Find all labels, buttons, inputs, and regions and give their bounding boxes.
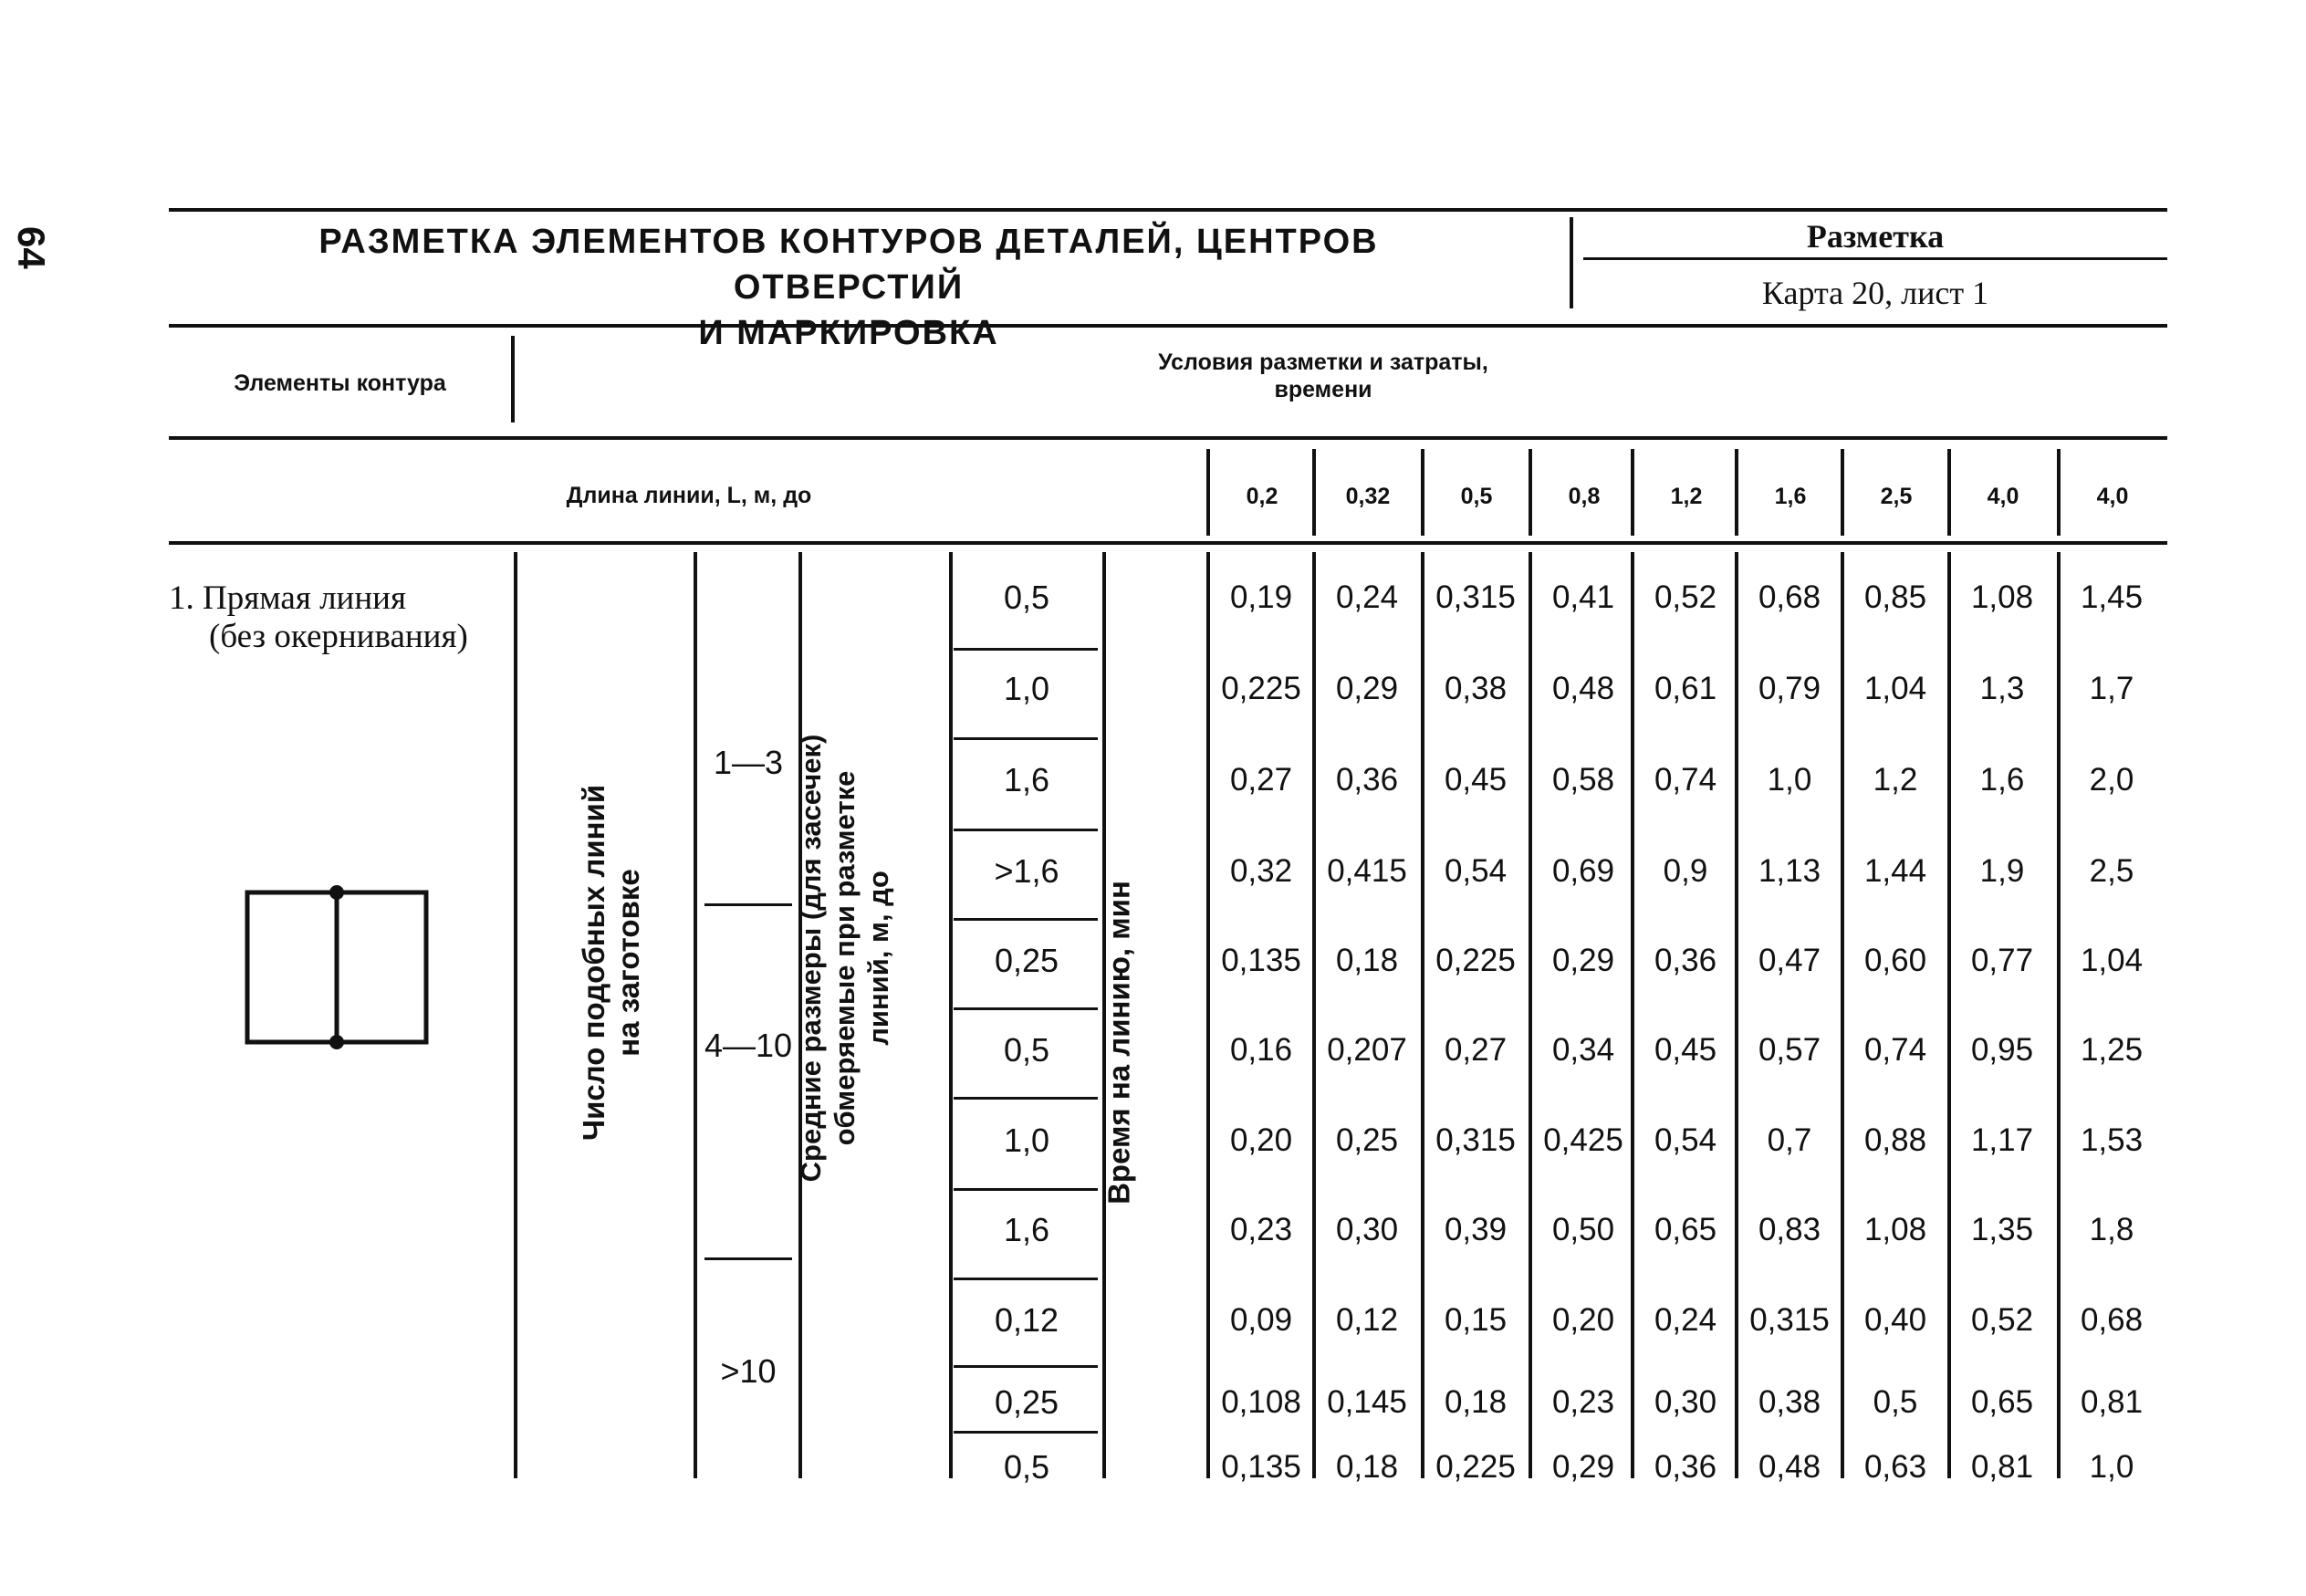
time-value-cell: 0,135 (1221, 1449, 1301, 1485)
time-value-cell: 0,65 (1654, 1212, 1717, 1247)
time-value-cell: 0,108 (1221, 1384, 1301, 1420)
size-cell: 1,0 (1003, 1121, 1050, 1159)
size-cell: 1,6 (1003, 761, 1050, 798)
size-label-line-2: обмеряемые при разметке (829, 770, 861, 1146)
time-value-cell: 0,79 (1758, 671, 1821, 706)
length-column-divider (1421, 449, 1424, 536)
time-value-cell: 0,415 (1327, 853, 1407, 889)
time-value-cell: 1,9 (1979, 853, 2025, 889)
count-label (577, 707, 650, 1218)
time-value-cell: 1,04 (2080, 943, 2144, 978)
time-value-cell: 0,54 (1654, 1122, 1717, 1158)
page-number: 64 (10, 226, 53, 269)
body-divider-2 (694, 552, 697, 1478)
time-value-cell: 0,29 (1551, 1449, 1615, 1485)
time-value-cell: 1,08 (1970, 579, 2034, 615)
conditions-header-line-2: времени (1274, 377, 1372, 402)
time-value-cell: 0,48 (1758, 1449, 1821, 1485)
size-cell: 0,12 (994, 1301, 1059, 1339)
time-value-cell: 0,30 (1335, 1212, 1399, 1247)
length-column-5: 1,6 (1774, 484, 1807, 509)
time-value-cell: 0,68 (2080, 1302, 2144, 1338)
title-line-2: И МАРКИРОВКА (698, 314, 999, 352)
time-value-cell: 0,32 (1229, 853, 1293, 889)
header-section-label: Разметка (1806, 218, 1945, 255)
time-value-cell: 0,58 (1551, 762, 1615, 798)
size-row-rule (954, 1007, 1098, 1010)
time-value-cell: 0,38 (1758, 1384, 1821, 1420)
size-row-rule (954, 1097, 1098, 1100)
size-cell: 1,0 (1003, 670, 1050, 707)
time-value-cell: 0,83 (1758, 1212, 1821, 1247)
time-value-cell: 0,225 (1221, 671, 1301, 706)
time-value-cell: 0,77 (1970, 943, 2034, 978)
time-value-cell: 0,65 (1970, 1384, 2034, 1420)
length-column-divider (1735, 449, 1738, 536)
length-column-7: 4,0 (1987, 484, 2019, 509)
time-value-cell: 0,18 (1444, 1384, 1508, 1420)
time-value-cell: 0,81 (2080, 1384, 2144, 1420)
size-label-line-1: Средние размеры (для засечек) (795, 734, 827, 1183)
length-column-1: 0,32 (1345, 484, 1391, 509)
time-value-cell: 0,54 (1444, 853, 1508, 889)
size-row-rule (954, 918, 1098, 921)
group-1-3: 1—3 (713, 744, 784, 781)
header-divider (511, 336, 515, 422)
time-value-cell: 1,6 (1979, 762, 2025, 798)
top-rule (169, 208, 2167, 212)
time-value-cell: 0,40 (1863, 1302, 1927, 1338)
time-value-cell: 0,88 (1863, 1122, 1927, 1158)
length-column-8: 4,0 (2096, 484, 2129, 509)
time-value-cell: 0,63 (1863, 1449, 1927, 1485)
length-column-divider (1841, 449, 1844, 536)
time-value-cell: 0,225 (1435, 1449, 1516, 1485)
time-value-cell: 0,52 (1654, 579, 1717, 615)
size-label-line-3: линий, м, до (862, 871, 894, 1046)
count-label-line-1: Число подобных линий (577, 784, 610, 1142)
length-column-divider (1631, 449, 1634, 536)
time-value-cell: 0,52 (1970, 1302, 2034, 1338)
size-cell: 0,5 (1003, 1031, 1050, 1069)
time-value-cell: 1,04 (1863, 671, 1927, 706)
elements-header: Элементы контура (234, 370, 446, 396)
time-value-cell: 1,44 (1863, 853, 1927, 889)
group-separator-1 (704, 903, 792, 906)
length-column-divider (1947, 449, 1951, 536)
body-divider-1 (514, 552, 517, 1478)
time-value-cell: 0,36 (1654, 943, 1717, 978)
time-value-cell: 0,68 (1758, 579, 1821, 615)
length-label: Длина линии, L, м, до (566, 483, 812, 508)
time-value-cell: 0,23 (1229, 1212, 1293, 1247)
size-row-rule (954, 1188, 1098, 1191)
time-value-cell: 0,20 (1551, 1302, 1615, 1338)
length-column-divider (2057, 449, 2061, 536)
group-over-10: >10 (720, 1352, 777, 1390)
element-note: (без окернивания) (209, 618, 468, 655)
size-cell: 0,25 (994, 1383, 1059, 1421)
time-value-cell: 1,17 (1970, 1122, 2034, 1158)
header-card-label: Карта 20, лист 1 (1761, 275, 1989, 311)
time-value-cell: 1,3 (1979, 671, 2025, 706)
time-value-cell: 0,74 (1863, 1032, 1927, 1068)
time-value-cell: 0,34 (1551, 1032, 1615, 1068)
time-value-cell: 0,5 (1873, 1384, 1918, 1420)
time-value-cell: 0,7 (1767, 1122, 1812, 1158)
size-cell: 0,25 (994, 942, 1059, 979)
time-value-cell: 0,39 (1444, 1212, 1508, 1247)
time-value-cell: 0,74 (1654, 762, 1717, 798)
length-column-4: 1,2 (1670, 484, 1703, 509)
element-title: 1. Прямая линия (169, 579, 406, 617)
time-value-cell: 0,18 (1335, 1449, 1399, 1485)
time-value-cell: 1,08 (1863, 1212, 1927, 1247)
time-value-cell: 0,27 (1229, 762, 1293, 798)
time-value-cell: 1,7 (2089, 671, 2134, 706)
time-value-cell: 0,25 (1335, 1122, 1399, 1158)
time-value-cell: 0,41 (1551, 579, 1615, 615)
length-column-divider (1312, 449, 1316, 536)
time-value-cell: 0,95 (1970, 1032, 2034, 1068)
size-row-rule (954, 1278, 1098, 1280)
time-value-cell: 0,85 (1863, 579, 1927, 615)
time-value-cell: 0,45 (1444, 762, 1508, 798)
size-row-rule (954, 648, 1098, 651)
time-value-cell: 0,225 (1435, 943, 1516, 978)
time-value-cell: 0,60 (1863, 943, 1927, 978)
element-sketch-icon (242, 885, 433, 1049)
size-cell: 0,5 (1003, 1448, 1050, 1486)
time-value-cell: 0,15 (1444, 1302, 1508, 1338)
time-value-cell: 0,81 (1970, 1449, 2034, 1485)
conditions-header-line-1: Условия разметки и затраты, (1158, 349, 1488, 375)
size-label (794, 703, 903, 1214)
body-divider-4 (949, 552, 953, 1478)
time-value-cell: 0,45 (1654, 1032, 1717, 1068)
size-cell: 0,5 (1003, 579, 1050, 616)
time-value-cell: 0,315 (1435, 1122, 1516, 1158)
time-value-cell: 0,207 (1327, 1032, 1407, 1068)
time-value-cell: 0,48 (1551, 671, 1615, 706)
time-value-cell: 0,36 (1335, 762, 1399, 798)
header-row-rule (169, 436, 2167, 440)
time-value-cell: 1,0 (1767, 762, 1812, 798)
time-value-cell: 1,25 (2080, 1032, 2144, 1068)
time-value-cell: 0,09 (1229, 1302, 1293, 1338)
size-cell: >1,6 (994, 852, 1059, 890)
time-value-cell: 0,29 (1551, 943, 1615, 978)
document-title (210, 219, 1487, 356)
time-value-cell: 0,61 (1654, 671, 1717, 706)
length-column-3: 0,8 (1568, 484, 1601, 509)
length-column-divider (1206, 449, 1210, 536)
time-value-cell: 0,27 (1444, 1032, 1508, 1068)
size-row-rule (954, 1365, 1098, 1368)
size-row-rule (954, 1431, 1098, 1434)
length-column-6: 2,5 (1880, 484, 1913, 509)
element-name (169, 579, 468, 656)
size-row-rule (954, 829, 1098, 831)
time-value-cell: 2,5 (2089, 853, 2134, 889)
time-value-cell: 0,18 (1335, 943, 1399, 978)
time-value-cell: 1,45 (2080, 579, 2144, 615)
time-label: Время на линию, мин (1101, 881, 1136, 1205)
time-value-cell: 0,315 (1435, 579, 1516, 615)
header-box-divider (1570, 217, 1573, 308)
size-row-rule (954, 737, 1098, 740)
header-box-rule (1583, 257, 2167, 260)
time-value-cell: 0,57 (1758, 1032, 1821, 1068)
time-value-cell: 0,9 (1663, 853, 1708, 889)
length-column-0: 0,2 (1246, 484, 1278, 509)
length-row-rule (169, 541, 2167, 545)
time-value-cell: 1,0 (2089, 1449, 2134, 1485)
time-value-cell: 0,30 (1654, 1384, 1717, 1420)
time-value-cell: 0,69 (1551, 853, 1615, 889)
conditions-header (639, 349, 2008, 403)
time-value-cell: 0,135 (1221, 943, 1301, 978)
time-value-cell: 0,50 (1551, 1212, 1615, 1247)
group-separator-2 (704, 1257, 792, 1260)
group-4-10: 4—10 (704, 1027, 793, 1064)
count-label-line-2: на заготовке (611, 869, 645, 1057)
time-value-cell: 0,16 (1229, 1032, 1293, 1068)
time-value-cell: 0,38 (1444, 671, 1508, 706)
length-column-2: 0,5 (1460, 484, 1493, 509)
time-value-cell: 0,315 (1749, 1302, 1830, 1338)
time-value-cell: 0,24 (1654, 1302, 1717, 1338)
time-value-cell: 1,8 (2089, 1212, 2134, 1247)
time-value-cell: 0,47 (1758, 943, 1821, 978)
time-value-cell: 0,12 (1335, 1302, 1399, 1338)
time-value-cell: 0,145 (1327, 1384, 1407, 1420)
time-value-cell: 1,13 (1758, 853, 1821, 889)
time-value-cell: 0,36 (1654, 1449, 1717, 1485)
time-value-cell: 1,53 (2080, 1122, 2144, 1158)
time-value-cell: 0,23 (1551, 1384, 1615, 1420)
time-value-cell: 0,20 (1229, 1122, 1293, 1158)
time-value-cell: 0,24 (1335, 579, 1399, 615)
time-value-cell: 1,2 (1873, 762, 1918, 798)
size-cell: 1,6 (1003, 1211, 1050, 1248)
title-line-1: РАЗМЕТКА ЭЛЕМЕНТОВ КОНТУРОВ ДЕТАЛЕЙ, ЦЕНТРОВ ОТВЕРСТИЙ (318, 223, 1379, 307)
time-value-cell: 0,425 (1543, 1122, 1623, 1158)
time-value-cell: 2,0 (2089, 762, 2134, 798)
length-column-divider (1529, 449, 1532, 536)
time-value-cell: 0,29 (1335, 671, 1399, 706)
time-value-cell: 0,19 (1229, 579, 1293, 615)
time-value-cell: 1,35 (1970, 1212, 2034, 1247)
